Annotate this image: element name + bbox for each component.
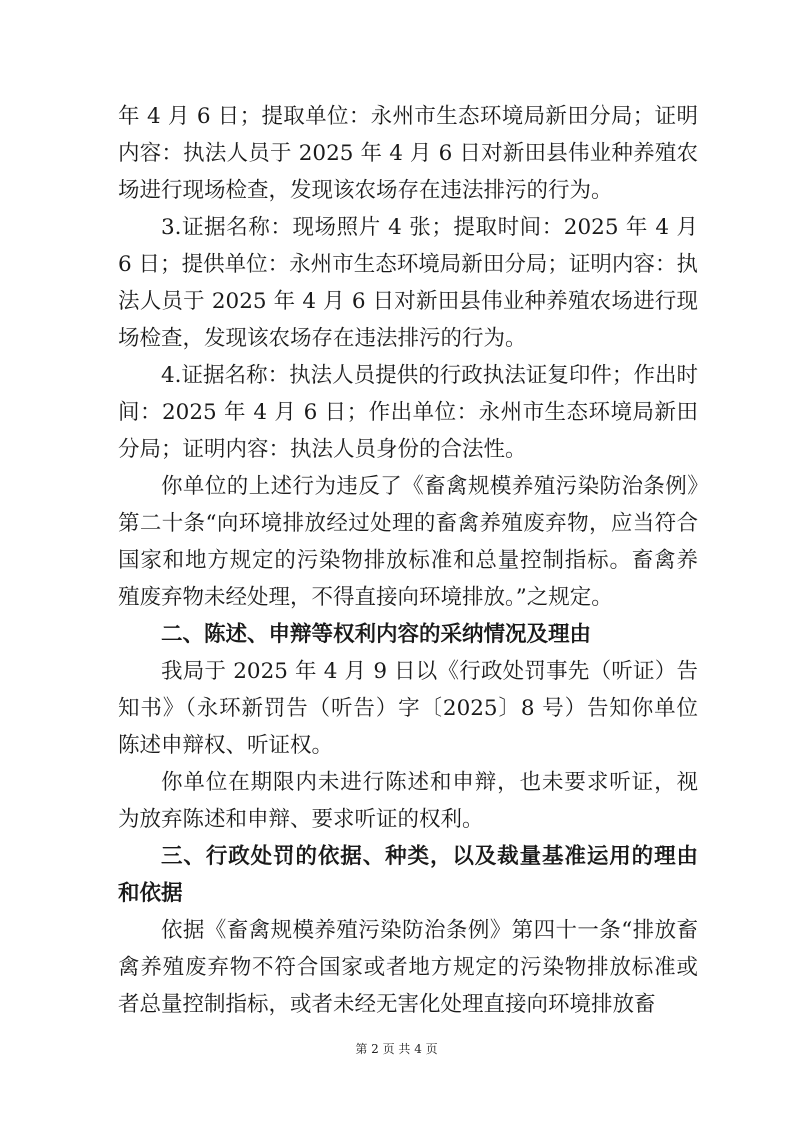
paragraph-waiver: 你单位在期限内未进行陈述和申辩，也未要求听证，视为放弃陈述和申辩、要求听证的权利。	[118, 770, 698, 832]
document-body	[118, 98, 698, 1023]
paragraph-notice: 我局于 2025 年 4 月 9 日以《行政处罚事先（听证）告知书》（永环新罚告（听告）字〔2025〕8 号）告知你单位陈述申辩权、听证权。	[118, 659, 698, 758]
paragraph-evidence-3: 3.证据名称：现场照片 4 张；提取时间：2025 年 4 月 6 日；提供单位：永州市生态环境局新田分局；证明内容：执法人员于 2025 年 4 月 6 日对新田县伟业种养殖农场进行现场检查，发现该农场存在违法排污的行为。	[118, 215, 698, 351]
paragraph-violation: 你单位的上述行为违反了《畜禽规模养殖污染防治条例》第二十条“向环境排放经过处理的畜禽养殖废弃物，应当符合国家和地方规定的污染物排放标准和总量控制指标。畜禽养殖废弃物未经处理，不得直接向环境排放。”之规定。	[118, 474, 698, 610]
section-heading-3: 三、行政处罚的依据、种类，以及裁量基准运用的理由和依据	[118, 844, 698, 906]
paragraph-evidence-4: 4.证据名称：执法人员提供的行政执法证复印件；作出时间：2025 年 4 月 6 日；作出单位：永州市生态环境局新田分局；证明内容：执法人员身份的合法性。	[118, 363, 698, 462]
paragraph-evidence-2-continued: 年 4 月 6 日；提取单位：永州市生态环境局新田分局；证明内容：执法人员于 2025 年 4 月 6 日对新田县伟业种养殖农场进行现场检查，发现该农场存在违法排污的行为。	[118, 104, 698, 203]
paragraph-legal-basis: 依据《畜禽规模养殖污染防治条例》第四十一条“排放畜禽养殖废弃物不符合国家或者地方规定的污染物排放标准或者总量控制指标，或者未经无害化处理直接向环境排放畜	[118, 918, 698, 1017]
page-number-footer: 第 2 页 共 4 页	[355, 1042, 438, 1056]
section-heading-2: 二、陈述、申辩等权利内容的采纳情况及理由	[161, 622, 592, 647]
